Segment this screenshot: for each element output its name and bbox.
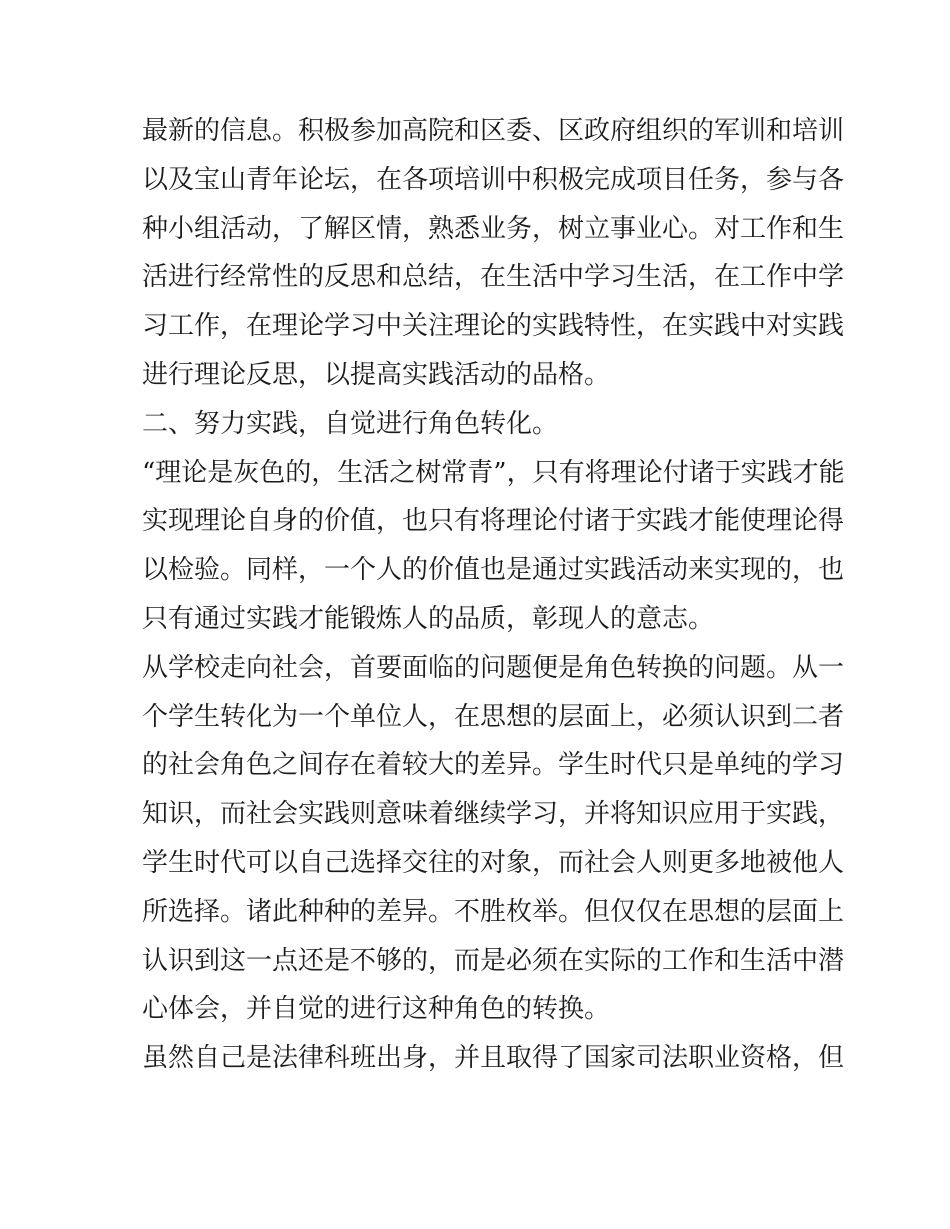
text-line: 心体会，并自觉的进行这种角色的转换。: [142, 994, 611, 1025]
text-line: 习工作，在理论学习中关注理论的实践特性，在实践中对实践: [142, 311, 845, 342]
body-text: [142, 107, 845, 1083]
text-line: 的社会角色之间存在着较大的差异。学生时代只是单纯的学习: [142, 750, 845, 781]
text-line: 所选择。诸此种种的差异。不胜枚举。但仅仅在思想的层面上: [142, 896, 845, 927]
text-line: 认识到这一点还是不够的，而是必须在实际的工作和生活中潜: [142, 945, 845, 976]
text-line: 以及宝山青年论坛，在各项培训中积极完成项目任务，参与各: [142, 164, 845, 195]
text-line: 个学生转化为一个单位人，在思想的层面上，必须认识到二者: [142, 701, 845, 732]
text-line: 从学校走向社会，首要面临的问题便是角色转换的问题。从一: [142, 652, 845, 683]
text-line: 以检验。同样，一个人的价值也是通过实践活动来实现的，也: [142, 555, 845, 586]
text-line: 活进行经常性的反思和总结，在生活中学习生活，在工作中学: [142, 262, 845, 293]
text-line: 学生时代可以自己选择交往的对象，而社会人则更多地被他人: [142, 847, 845, 878]
text-line: 知识，而社会实践则意味着继续学习，并将知识应用于实践，: [142, 799, 845, 830]
text-line: 实现理论自身的价值，也只有将理论付诸于实践才能使理论得: [142, 506, 845, 537]
text-line: 只有通过实践才能锻炼人的品质，彰现人的意志。: [142, 603, 715, 634]
text-line: 虽然自己是法律科班出身，并且取得了国家司法职业资格，但: [142, 1043, 845, 1074]
text-line: “理论是灰色的，生活之树常青”，只有将理论付诸于实践才能: [142, 457, 845, 488]
text-line: 进行理论反思，以提高实践活动的品格。: [142, 359, 611, 390]
section-heading: 二、努力实践，自觉进行角色转化。: [142, 408, 559, 439]
text-line: 最新的信息。积极参加高院和区委、区政府组织的军训和培训: [142, 116, 845, 146]
text-line: 种小组活动，了解区情，熟悉业务，树立事业心。对工作和生: [142, 213, 845, 244]
